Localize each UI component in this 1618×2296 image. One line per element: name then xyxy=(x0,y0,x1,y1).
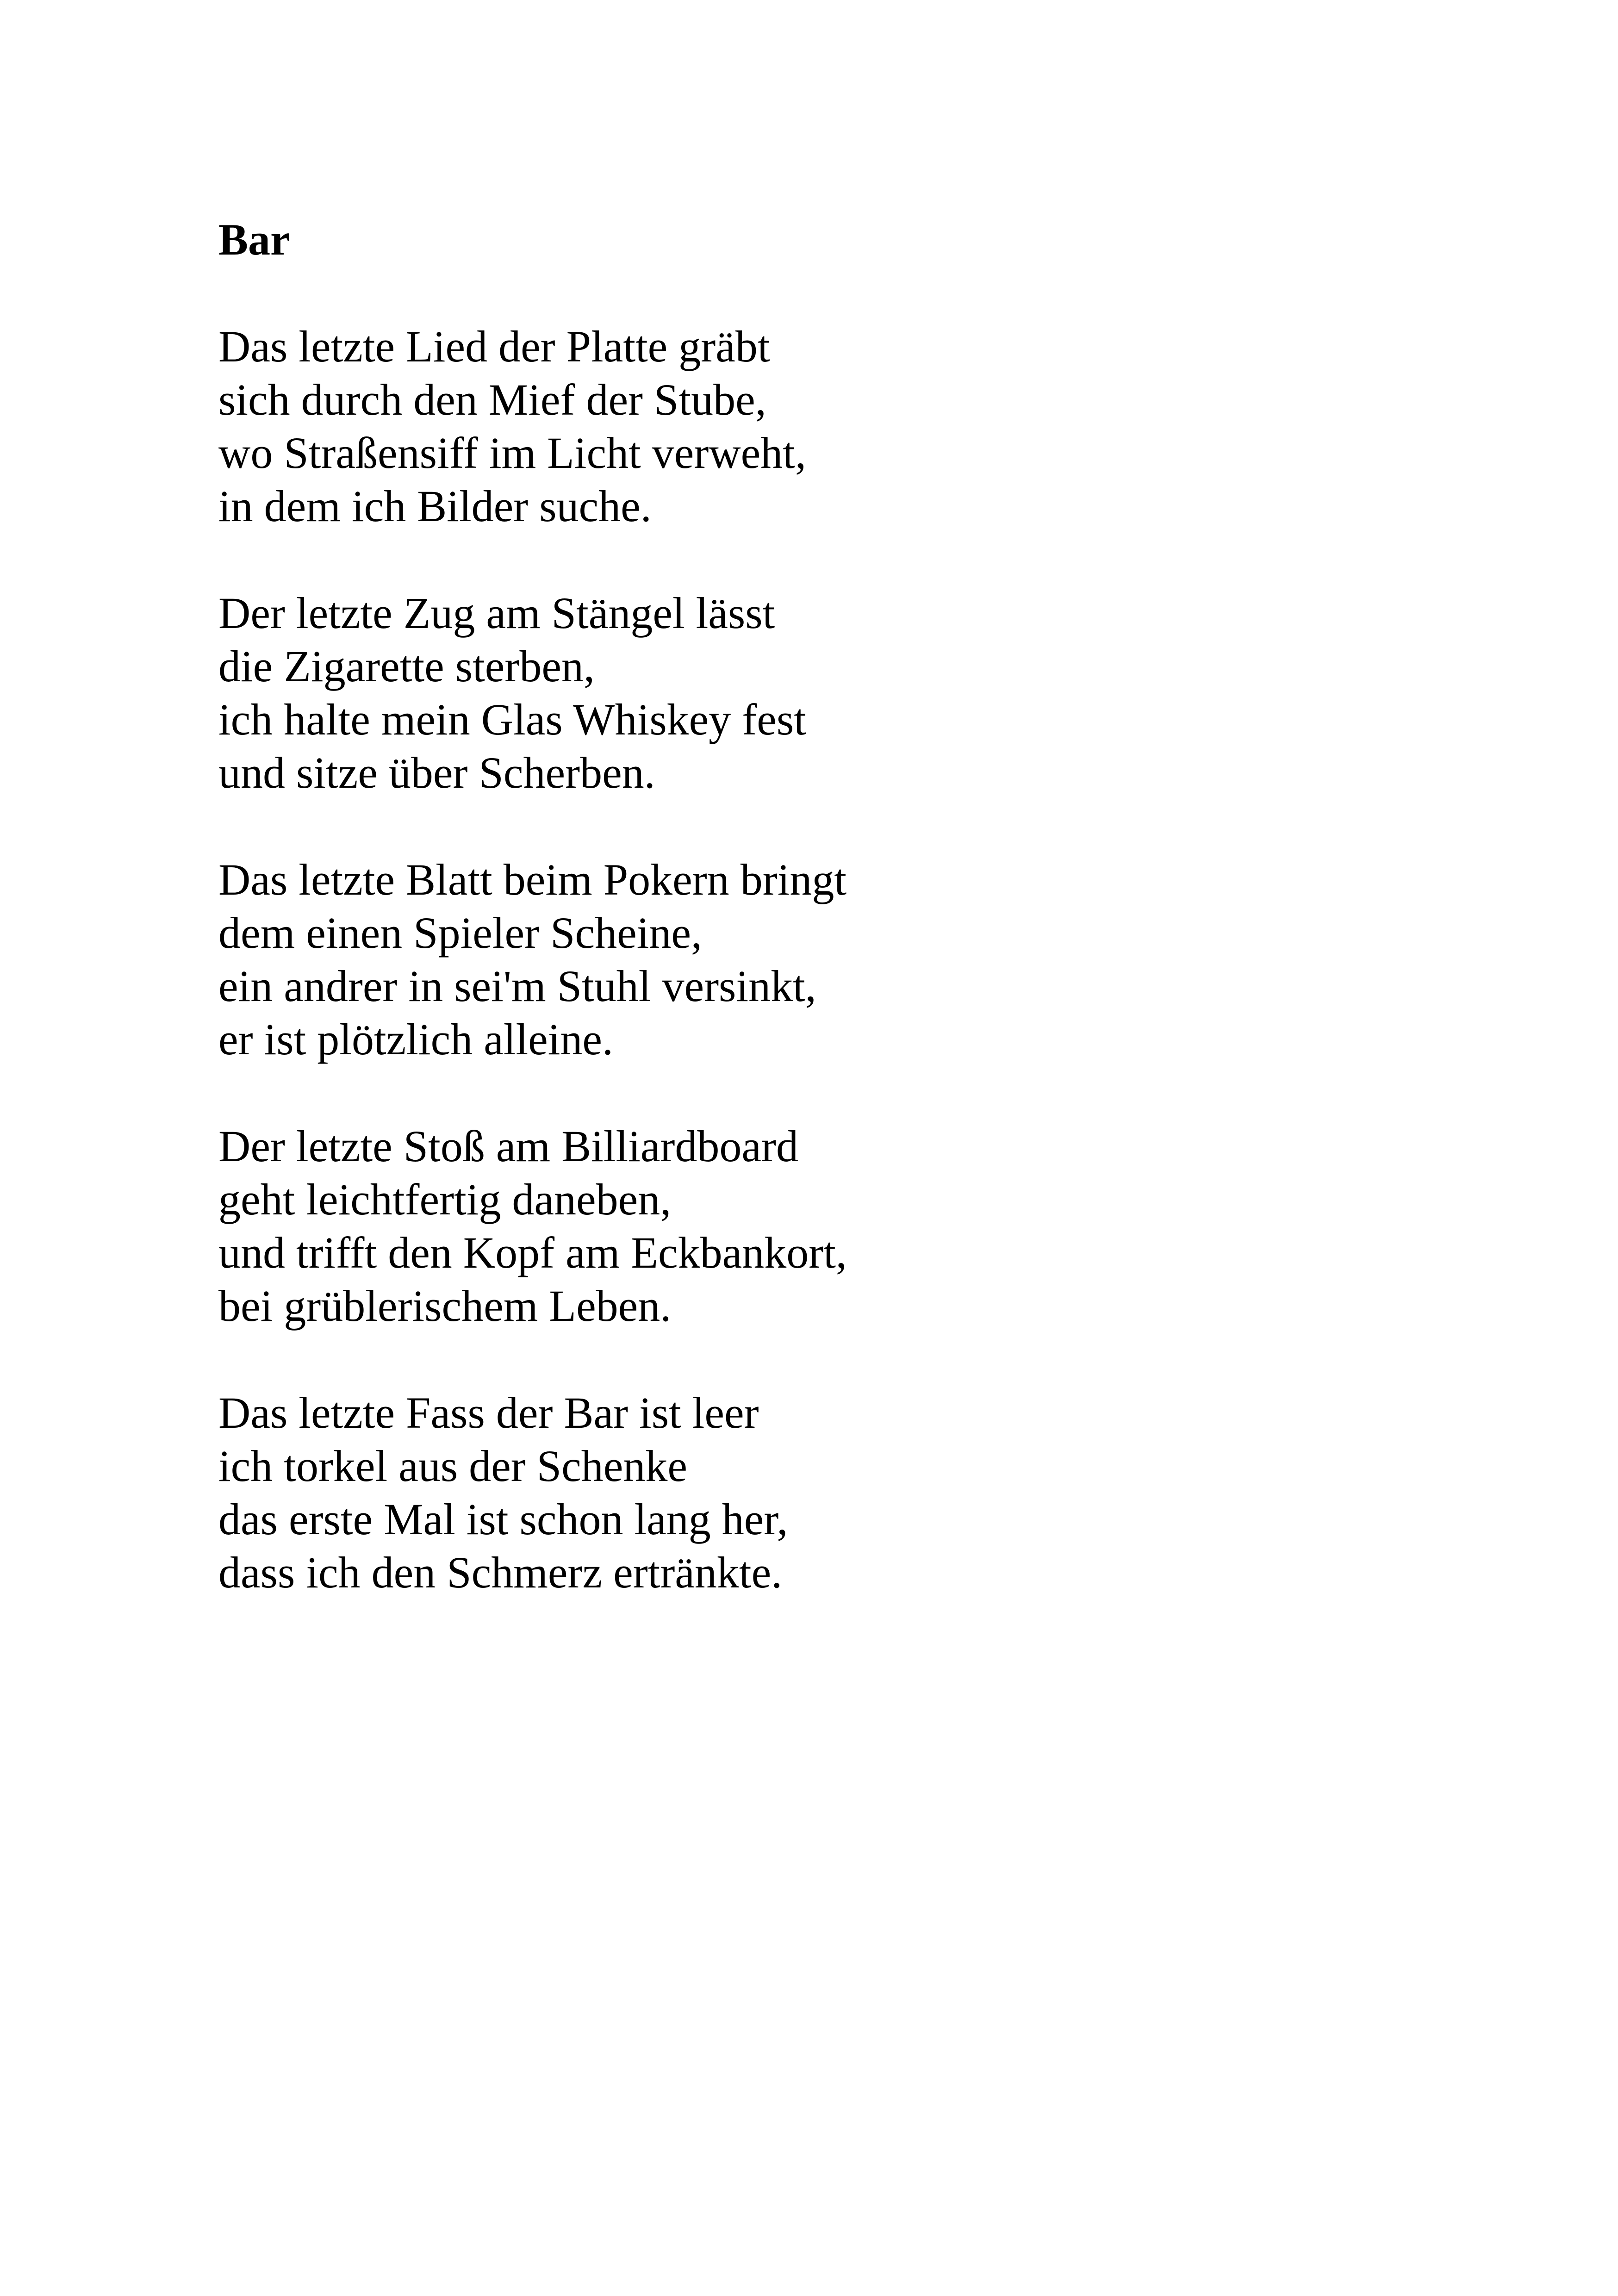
stanza-5 xyxy=(218,1386,1422,1599)
poem-line: geht leichtfertig daneben, xyxy=(218,1175,672,1224)
poem-line: er ist plötzlich alleine. xyxy=(218,1014,614,1064)
poem-line: Das letzte Blatt beim Pokern bringt xyxy=(218,855,847,904)
poem-line: und sitze über Scherben. xyxy=(218,748,655,797)
stanza-2 xyxy=(218,586,1422,799)
poem-title: Bar xyxy=(218,215,290,264)
poem-line: ein andrer in sei'm Stuhl versinkt, xyxy=(218,961,816,1011)
poem-line: sich durch den Mief der Stube, xyxy=(218,375,766,424)
poem-line: in dem ich Bilder suche. xyxy=(218,481,652,531)
poem-line: ich torkel aus der Schenke xyxy=(218,1441,687,1491)
poem-line: dem einen Spieler Scheine, xyxy=(218,908,702,958)
poem-line: dass ich den Schmerz ertränkte. xyxy=(218,1548,783,1597)
poem-line: bei grüblerischem Leben. xyxy=(218,1281,672,1331)
poem-line: Das letzte Lied der Platte gräbt xyxy=(218,322,770,371)
stanza-1 xyxy=(218,320,1422,533)
poem-line: wo Straßensiff im Licht verweht, xyxy=(218,428,806,478)
poem-line: ich halte mein Glas Whiskey fest xyxy=(218,695,806,744)
poem-line: Der letzte Stoß am Billiardboard xyxy=(218,1121,798,1171)
stanza-4 xyxy=(218,1120,1422,1332)
poem-line: die Zigarette sterben, xyxy=(218,641,595,691)
poem-line: das erste Mal ist schon lang her, xyxy=(218,1494,788,1544)
poem xyxy=(218,213,1422,1653)
poem-line: Das letzte Fass der Bar ist leer xyxy=(218,1388,759,1437)
poem-line: und trifft den Kopf am Eckbankort, xyxy=(218,1228,847,1277)
poem-line: Der letzte Zug am Stängel lässt xyxy=(218,588,775,638)
stanza-3 xyxy=(218,853,1422,1066)
